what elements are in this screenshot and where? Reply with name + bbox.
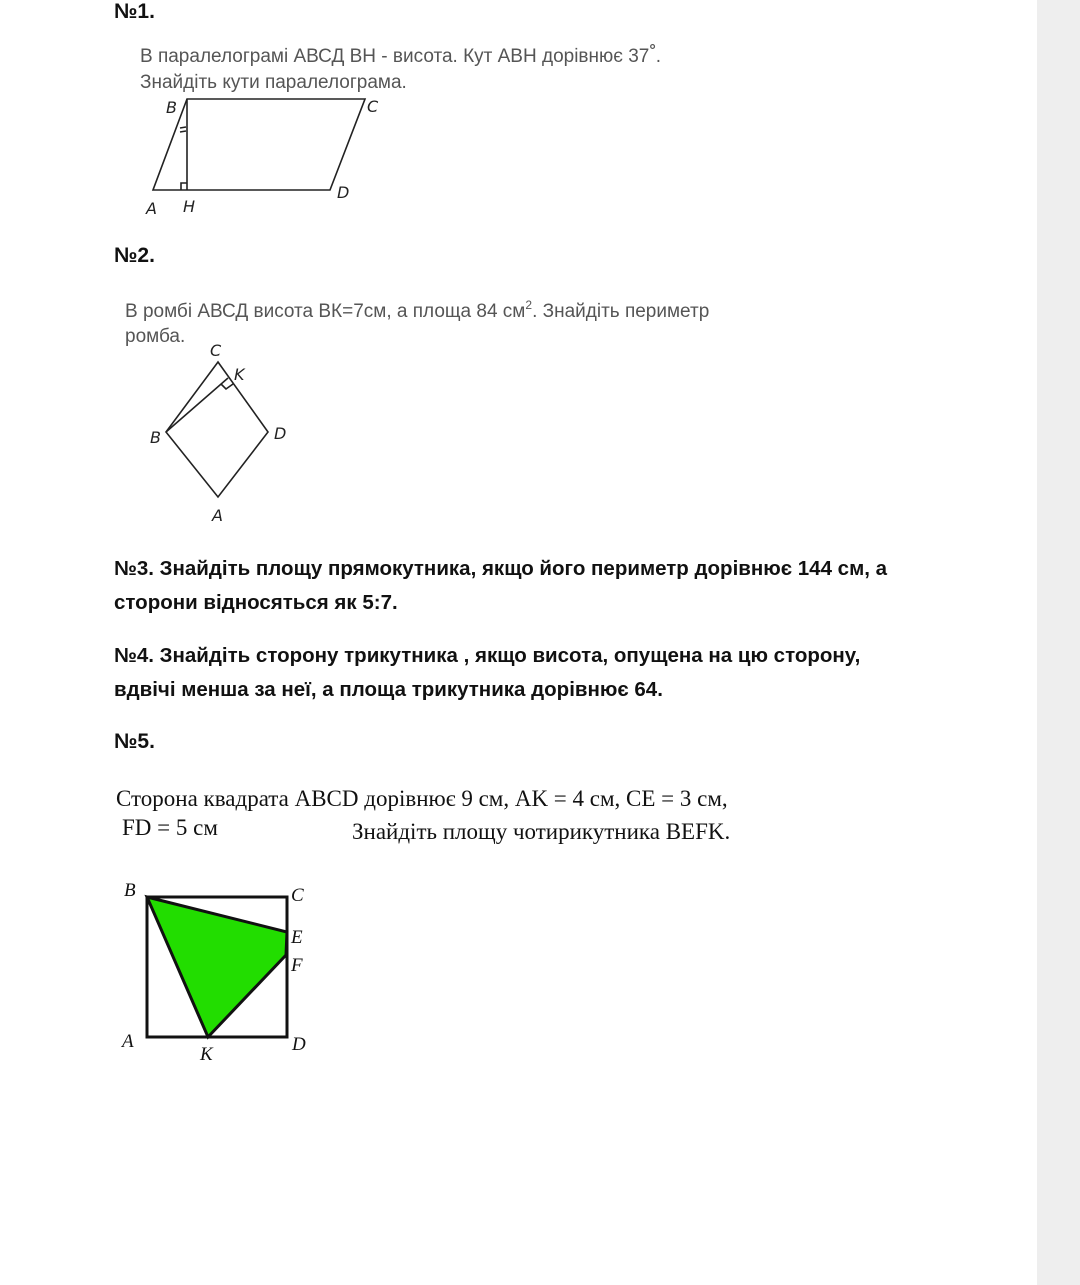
label-k: K bbox=[234, 365, 245, 384]
task1-line1-end: . bbox=[655, 46, 662, 67]
task2-sup: 2 bbox=[525, 298, 533, 312]
label-b: B bbox=[124, 880, 136, 901]
label-d: D bbox=[337, 183, 350, 202]
label-e: E bbox=[291, 927, 303, 948]
label-c: C bbox=[291, 885, 304, 906]
label-b: B bbox=[150, 428, 161, 447]
task4-line2: вдвічі менша за неї, а площа трикутника дорівнює 64. bbox=[114, 678, 663, 701]
task3-line1: №3. Знайдіть площу прямокутника, якщо його периметр дорівнює 144 см, а bbox=[114, 557, 888, 580]
task2-heading: №2. bbox=[114, 244, 155, 267]
label-k: K bbox=[200, 1044, 213, 1065]
task3-line2: сторони відносяться як 5:7. bbox=[114, 591, 398, 614]
task5-line2a: FD = 5 см bbox=[122, 815, 218, 840]
label-h: H bbox=[183, 197, 196, 216]
task2-line1-end: . Знайдіть периметр bbox=[532, 301, 710, 322]
task1-heading: №1. bbox=[114, 0, 155, 23]
label-c: C bbox=[367, 97, 379, 116]
task2-text-line2: ромба. bbox=[125, 326, 186, 347]
task1-degree: ° bbox=[649, 42, 656, 59]
label-a: A bbox=[122, 1031, 134, 1052]
task5-heading: №5. bbox=[114, 730, 155, 753]
label-a: A bbox=[212, 506, 223, 525]
task1-line1: В паралелограмі АВСД ВН - висота. Кут АВН дорівнює 37 bbox=[140, 46, 650, 67]
viewer-gutter bbox=[1037, 0, 1080, 1285]
task1-text-line2: Знайдіть кути паралелограма. bbox=[140, 72, 407, 93]
quadrilateral-befk bbox=[147, 897, 287, 1037]
task5-line2b: Знайдіть площу чотирикутника BEFK. bbox=[352, 819, 731, 844]
task4-line1: №4. Знайдіть сторону трикутника , якщо висота, опущена на цю сторону, bbox=[114, 644, 861, 667]
label-a: A bbox=[146, 199, 157, 218]
label-d: D bbox=[274, 424, 287, 443]
label-c: C bbox=[210, 341, 222, 360]
task2-line1: В ромбі АВСД висота ВК=7см, а площа 84 см bbox=[125, 301, 526, 322]
label-d: D bbox=[292, 1034, 306, 1055]
label-b: B bbox=[166, 98, 177, 117]
label-f: F bbox=[291, 955, 303, 976]
task5-line1: Сторона квадрата ABCD дорівнює 9 см, AK = 4 см, CE = 3 см, bbox=[116, 786, 728, 811]
